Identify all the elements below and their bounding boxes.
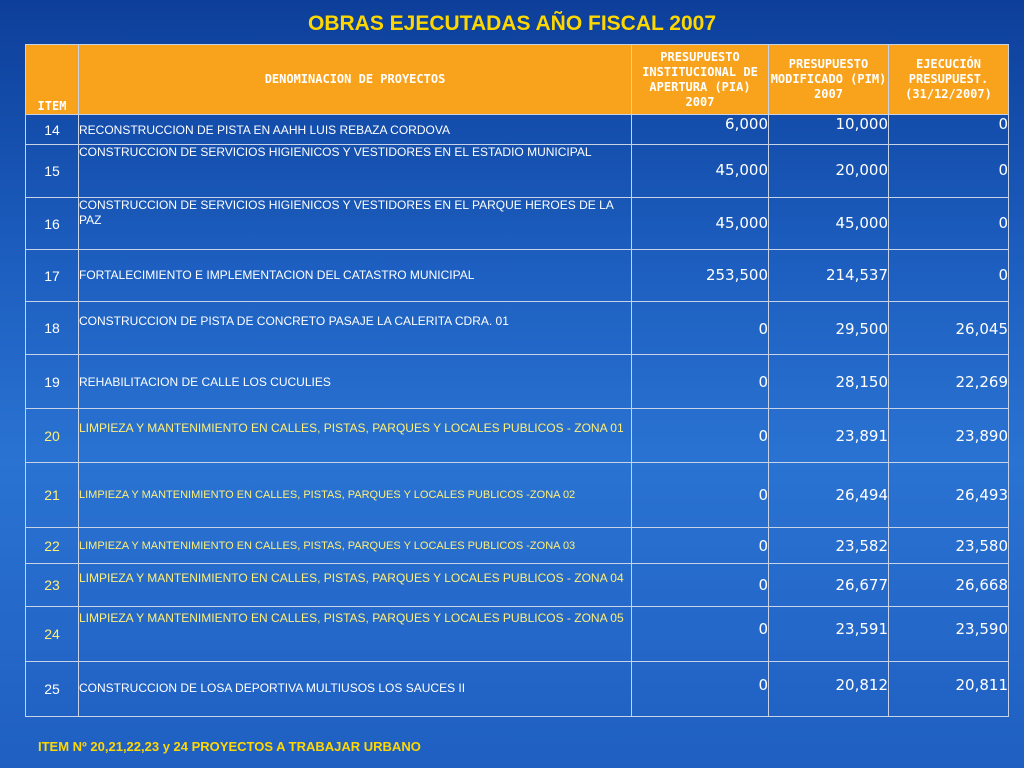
table-row [26,564,1009,607]
cell-ejecucion: 20,811 [889,662,1009,717]
cell-item: 24 [26,607,79,662]
cell-item: 16 [26,198,79,250]
footnote: ITEM Nº 20,21,22,23 y 24 PROYECTOS A TRABAJAR URBANO [38,739,421,754]
cell-ejecucion: 23,890 [889,409,1009,463]
cell-pim: 26,494 [769,463,889,528]
table-row [26,355,1009,409]
cell-ejecucion: 26,668 [889,564,1009,607]
cell-item: 17 [26,250,79,302]
header-ejecucion: EJECUCIÓN PRESUPUEST. (31/12/2007) [889,45,1009,115]
cell-pia: 253,500 [632,250,769,302]
cell-pia: 0 [632,528,769,564]
cell-pia: 0 [632,409,769,463]
cell-ejecucion: 23,590 [889,607,1009,662]
cell-denominacion: CONSTRUCCION DE SERVICIOS HIGIENICOS Y VESTIDORES EN EL ESTADIO MUNICIPAL [79,145,632,198]
cell-item: 14 [26,115,79,145]
table-row [26,250,1009,302]
cell-pim: 20,000 [769,145,889,198]
cell-pim: 23,891 [769,409,889,463]
cell-pim: 26,677 [769,564,889,607]
cell-item: 15 [26,145,79,198]
cell-pia: 45,000 [632,145,769,198]
cell-item: 25 [26,662,79,717]
table-row [26,302,1009,355]
header-item: ITEM [26,45,79,115]
cell-item: 23 [26,564,79,607]
cell-ejecucion: 0 [889,250,1009,302]
cell-pia: 0 [632,302,769,355]
header-denominacion: DENOMINACION DE PROYECTOS [79,45,632,115]
cell-pia: 0 [632,463,769,528]
cell-denominacion: LIMPIEZA Y MANTENIMIENTO EN CALLES, PISTAS, PARQUES Y LOCALES PUBLICOS - ZONA 05 [79,607,632,662]
cell-pia: 6,000 [632,115,769,145]
table-row [26,463,1009,528]
cell-pim: 20,812 [769,662,889,717]
table-header-row [26,45,1009,115]
table-row [26,145,1009,198]
cell-item: 21 [26,463,79,528]
cell-pim: 45,000 [769,198,889,250]
cell-pia: 0 [632,355,769,409]
cell-ejecucion: 26,493 [889,463,1009,528]
cell-pia: 0 [632,662,769,717]
projects-table [25,44,1009,717]
cell-pia: 0 [632,607,769,662]
table-row [26,115,1009,145]
cell-pia: 45,000 [632,198,769,250]
header-pia: PRESUPUESTO INSTITUCIONAL DE APERTURA (PIA) 2007 [632,45,769,115]
cell-ejecucion: 0 [889,145,1009,198]
table-row [26,528,1009,564]
cell-denominacion: RECONSTRUCCION DE PISTA EN AAHH LUIS REBAZA CORDOVA [79,115,632,145]
cell-ejecucion: 22,269 [889,355,1009,409]
cell-pim: 29,500 [769,302,889,355]
cell-denominacion: FORTALECIMIENTO E IMPLEMENTACION DEL CATASTRO MUNICIPAL [79,250,632,302]
page-title: OBRAS EJECUTADAS AÑO FISCAL 2007 [307,12,717,35]
cell-denominacion: LIMPIEZA Y MANTENIMIENTO EN CALLES, PISTAS, PARQUES Y LOCALES PUBLICOS -ZONA 02 [79,463,632,528]
cell-denominacion: CONSTRUCCION DE SERVICIOS HIGIENICOS Y VESTIDORES EN EL PARQUE HEROES DE LA PAZ [79,198,632,250]
table-row [26,198,1009,250]
table-row [26,662,1009,717]
cell-pim: 28,150 [769,355,889,409]
cell-pim: 23,591 [769,607,889,662]
cell-denominacion: CONSTRUCCION DE LOSA DEPORTIVA MULTIUSOS LOS SAUCES II [79,662,632,717]
cell-pim: 10,000 [769,115,889,145]
cell-ejecucion: 0 [889,115,1009,145]
cell-pim: 214,537 [769,250,889,302]
cell-item: 22 [26,528,79,564]
cell-denominacion: LIMPIEZA Y MANTENIMIENTO EN CALLES, PISTAS, PARQUES Y LOCALES PUBLICOS - ZONA 04 [79,564,632,607]
cell-ejecucion: 26,045 [889,302,1009,355]
cell-denominacion: LIMPIEZA Y MANTENIMIENTO EN CALLES, PISTAS, PARQUES Y LOCALES PUBLICOS -ZONA 03 [79,528,632,564]
table-row [26,409,1009,463]
cell-ejecucion: 0 [889,198,1009,250]
cell-item: 18 [26,302,79,355]
cell-denominacion: CONSTRUCCION DE PISTA DE CONCRETO PASAJE LA CALERITA CDRA. 01 [79,302,632,355]
cell-pim: 23,582 [769,528,889,564]
header-pim: PRESUPUESTO MODIFICADO (PIM) 2007 [769,45,889,115]
cell-item: 20 [26,409,79,463]
table-row [26,607,1009,662]
cell-denominacion: REHABILITACION DE CALLE LOS CUCULIES [79,355,632,409]
cell-item: 19 [26,355,79,409]
cell-ejecucion: 23,580 [889,528,1009,564]
cell-pia: 0 [632,564,769,607]
cell-denominacion: LIMPIEZA Y MANTENIMIENTO EN CALLES, PISTAS, PARQUES Y LOCALES PUBLICOS - ZONA 01 [79,409,632,463]
